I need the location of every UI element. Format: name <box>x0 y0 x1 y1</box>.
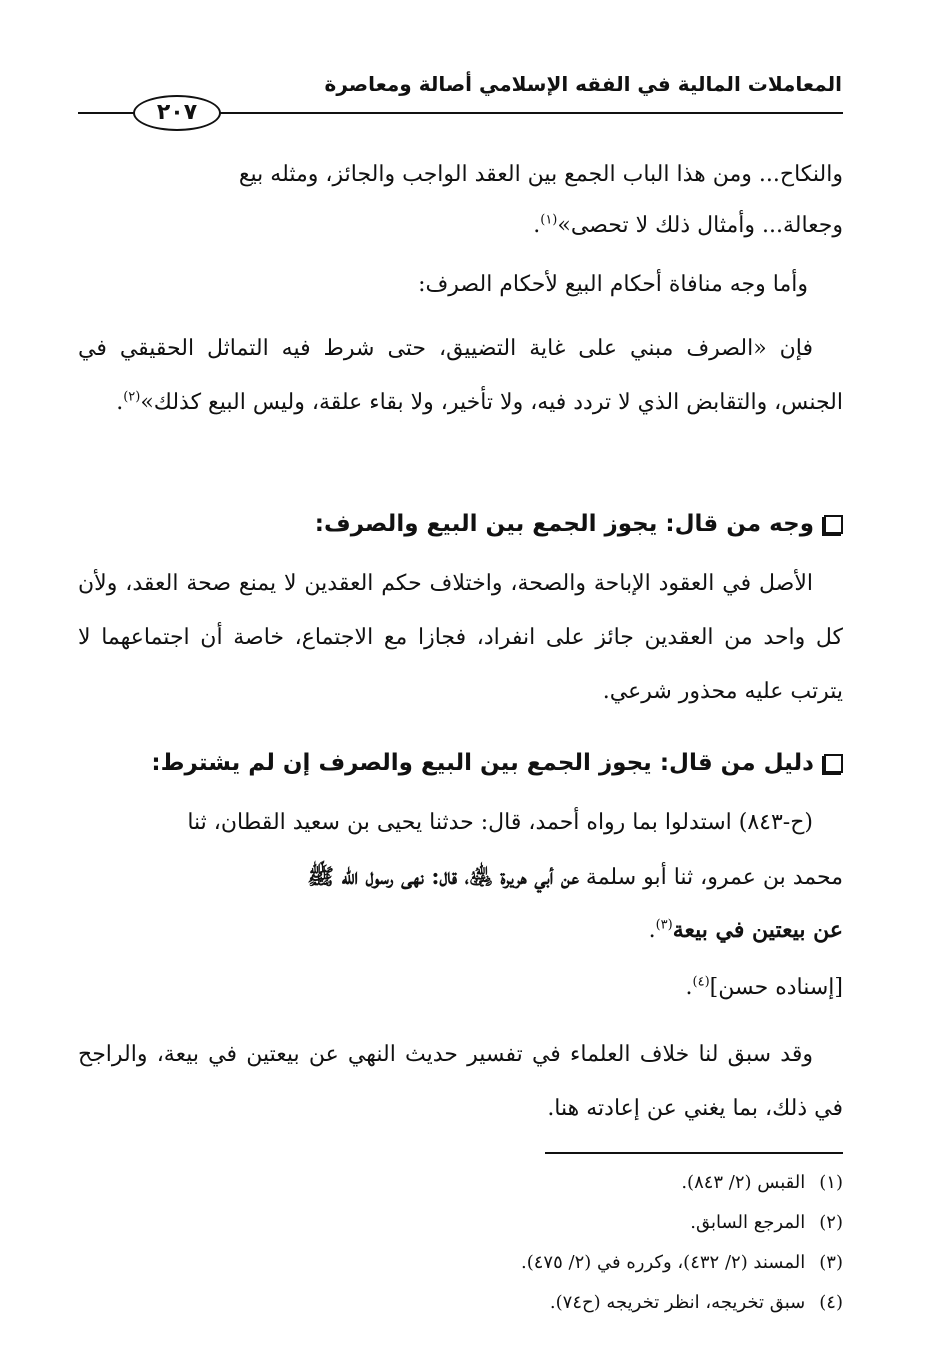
section-heading-1 <box>78 504 843 544</box>
running-title: المعاملات المالية في الفقه الإسلامي أصالة ومعاصرة <box>324 72 842 96</box>
page-number: ٢٠٧ <box>133 95 221 131</box>
paragraph-4: الأصل في العقود الإباحة والصحة، واختلاف حكم العقدين لا يمنع صحة العقد، ولأن كل واحد من العقدين جائز على انفراد، فجازا مع الاجتماع، خاصة أن اجتماعهما لا يترتب عليه محذور شرعي. <box>78 571 843 704</box>
paragraph-2: وأما وجه منافاة أحكام البيع لأحكام الصرف: <box>418 272 808 297</box>
paragraph-6-end: . <box>685 975 693 1000</box>
isnad-grade: [إسناده حسن] <box>709 975 843 1000</box>
paragraph-3-end: . <box>116 390 124 415</box>
paragraph-6 <box>78 968 843 1008</box>
paragraph-5-end: . <box>648 918 656 943</box>
paragraph-5-line-3 <box>78 910 843 951</box>
paragraph-1-text: وجعالة... وأمثال ذلك لا تحصى» <box>557 213 843 238</box>
footnote-4-text: سبق تخريجه، انظر تخريجه (ح٧٤). <box>549 1292 806 1313</box>
footnote-1 <box>300 1168 843 1198</box>
footnote-3-number: (٣) <box>819 1252 843 1273</box>
checkbox-bullet-icon <box>824 754 843 773</box>
footnote-ref-3: (٣) <box>655 917 673 933</box>
paragraph-3 <box>78 322 843 430</box>
footnote-4 <box>300 1288 843 1318</box>
footnote-rule <box>545 1152 843 1154</box>
hadith-text-bold: عن أبي هريرة ﵁، قال: نهى رسول الله ﷺ <box>307 864 579 890</box>
paragraph-1-line-2 <box>78 206 843 246</box>
section-heading-1-text: وجه من قال: يجوز الجمع بين البيع والصرف: <box>314 511 814 537</box>
footnote-2-text: المرجع السابق. <box>690 1212 806 1233</box>
hadith-text-end: عن بيعتين في بيعة <box>672 917 843 943</box>
footnote-4-number: (٤) <box>819 1292 843 1313</box>
footnote-ref-1: (١) <box>540 212 558 228</box>
paragraph-7: وقد سبق لنا خلاف العلماء في تفسير حديث النهي عن بيعتين في بيعة، والراجح في ذلك، بما يغني عن إعادته هنا. <box>78 1042 843 1121</box>
paragraph-1-end: . <box>533 213 541 238</box>
section-heading-2-text: دليل من قال: يجوز الجمع بين البيع والصرف إن لم يشترط: <box>151 750 814 776</box>
paragraph-5-line-2-text: محمد بن عمرو، ثنا أبو سلمة <box>578 865 843 890</box>
section-heading-2 <box>78 743 843 783</box>
paragraph-3-text: فإن «الصرف مبني على غاية التضييق، حتى شرط فيه التماثل الحقيقي في الجنس، والتقابض الذي لا تردد فيه، ولا تأخير، ولا بقاء علقة، وليس البيع كذلك» <box>78 336 843 415</box>
paragraph-1-line-1: والنكاح... ومن هذا الباب الجمع بين العقد الواجب والجائز، ومثله بيع <box>238 162 843 187</box>
footnote-3-text: المسند (٢/ ٤٣٢)، وكرره في (٢/ ٤٧٥). <box>521 1252 806 1273</box>
footnote-3 <box>300 1248 843 1278</box>
footnote-2-number: (٢) <box>819 1212 843 1233</box>
footnote-ref-2: (٢) <box>123 389 141 405</box>
footnote-2 <box>300 1208 843 1238</box>
paragraph-5-line-2 <box>78 857 843 898</box>
checkbox-bullet-icon <box>824 515 843 534</box>
footnote-1-text: القبس (٢/ ٨٤٣). <box>681 1172 806 1193</box>
footnote-1-number: (١) <box>819 1172 843 1193</box>
paragraph-5-line-1: (ح-٨٤٣) استدلوا بما رواه أحمد، قال: حدثنا يحيى بن سعيد القطان، ثنا <box>187 810 813 835</box>
footnote-ref-4: (٤) <box>692 974 710 990</box>
